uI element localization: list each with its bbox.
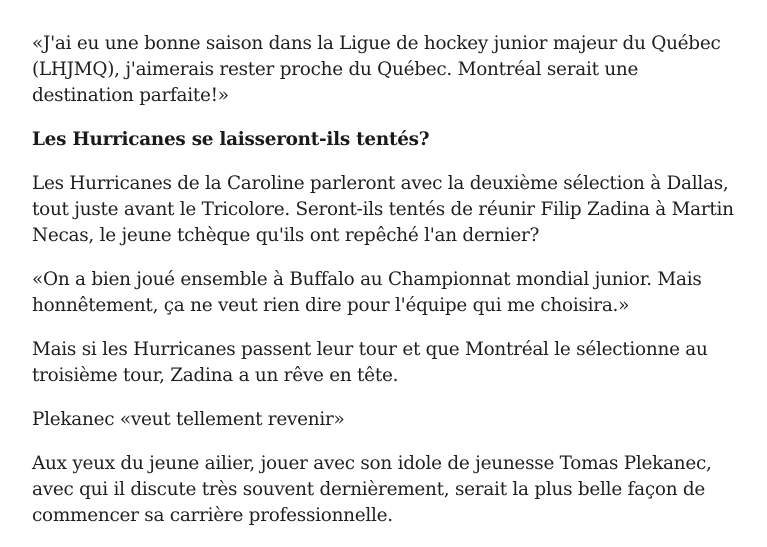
quote-paragraph-buffalo: «On a bien joué ensemble à Buffalo au Championnat mondial junior. Mais honnêtement, ça ne veut rien dire pour l'équipe qui me choisira.» bbox=[32, 269, 702, 316]
paragraph-plekanec-idol: Aux yeux du jeune ailier, jouer avec son idole de jeunesse Tomas Plekanec, avec qui il discute très souvent dernièrement, serait la plus belle façon de commencer sa carrière professionnelle. bbox=[32, 453, 712, 526]
section-heading-hurricanes: Les Hurricanes se laisseront-ils tentés? bbox=[32, 129, 430, 150]
quote-paragraph-lhjmq: «J'ai eu une bonne saison dans la Ligue de hockey junior majeur du Québec (LHJMQ), j'aimerais rester proche du Québec. Montréal serait une destination parfaite!» bbox=[32, 33, 721, 106]
article-body bbox=[32, 31, 744, 547]
subheading-plekanec: Plekanec «veut tellement revenir» bbox=[32, 409, 345, 430]
paragraph-montreal-dream: Mais si les Hurricanes passent leur tour et que Montréal le sélectionne au troisième tour, Zadina a un rêve en tête. bbox=[32, 339, 708, 386]
paragraph-hurricanes-selection: Les Hurricanes de la Caroline parleront avec la deuxième sélection à Dallas, tout juste avant le Tricolore. Seront-ils tentés de réunir Filip Zadina à Martin Necas, le jeune tchèque qu'ils ont repêché l'an dernier? bbox=[32, 173, 734, 246]
